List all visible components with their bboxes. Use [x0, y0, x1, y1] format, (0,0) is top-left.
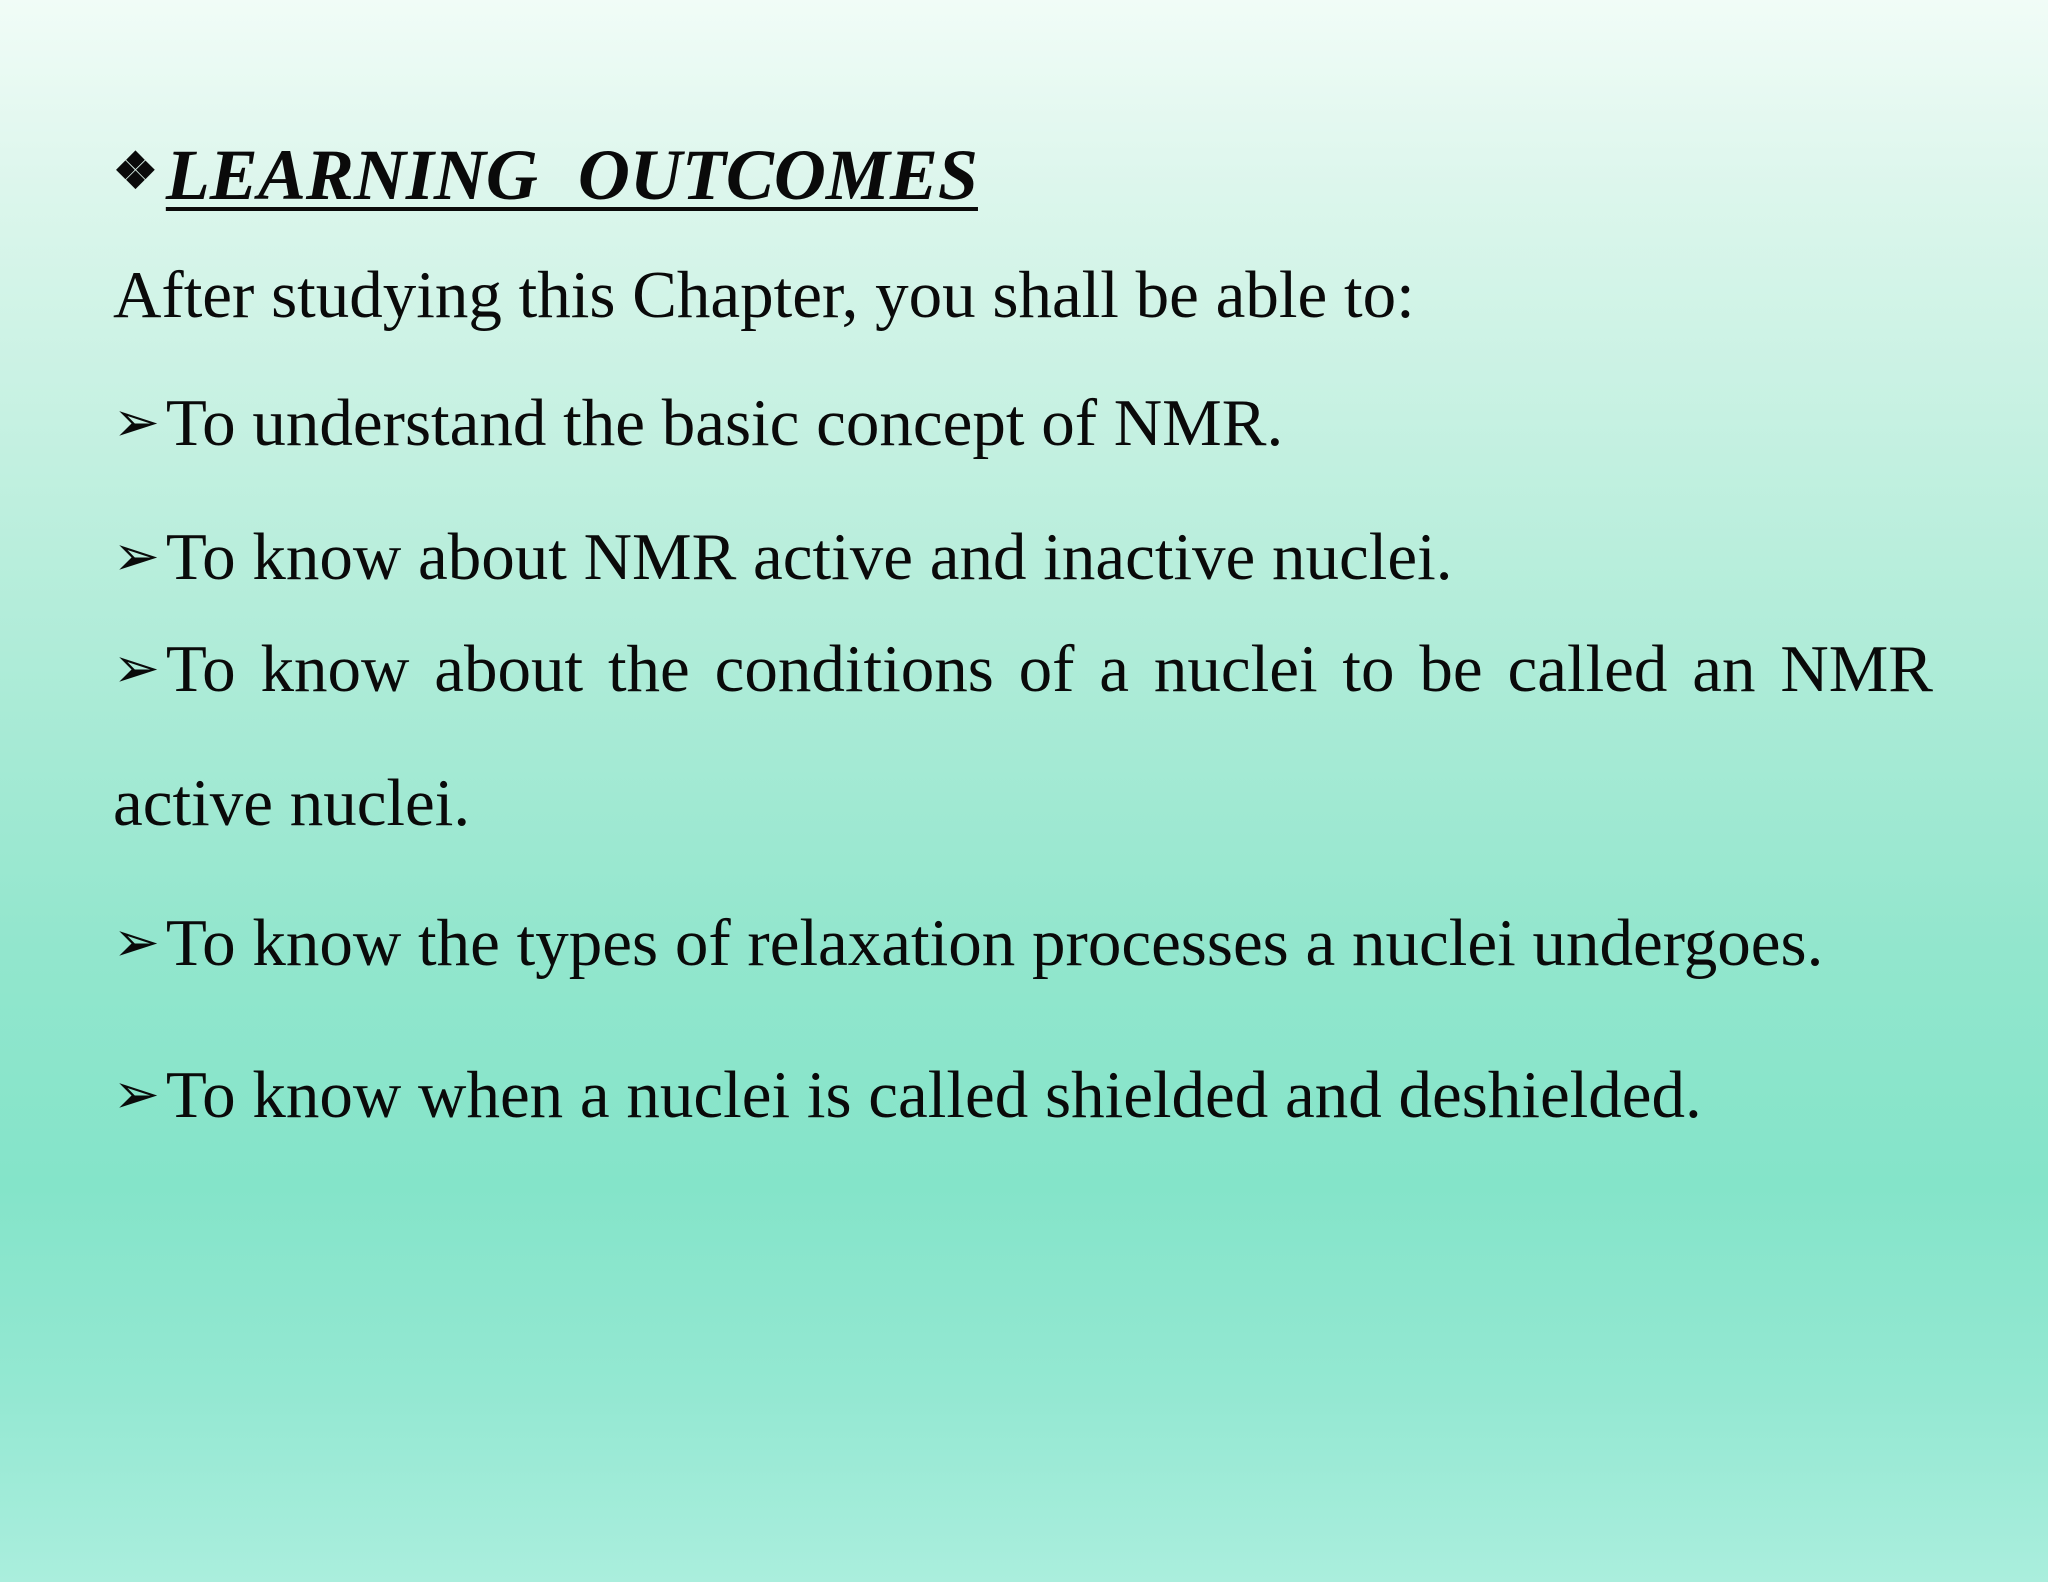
slide-content	[113, 120, 1933, 1142]
intro-text: After studying this Chapter, you shall be able to:	[113, 258, 1415, 332]
outcome-text: To know about NMR active and inactive nuclei.	[165, 520, 1453, 594]
outcome-text: To understand the basic concept of NMR.	[165, 386, 1284, 460]
outcome-text: To know the types of relaxation processes a nuclei undergoes.	[165, 906, 1824, 980]
list-item	[113, 878, 1933, 1012]
section-heading	[113, 120, 1933, 230]
heading-title: LEARNING OUTCOMES	[165, 135, 978, 215]
arrow-bullet-icon: ➢	[113, 390, 160, 455]
list-item	[113, 380, 1933, 470]
outcome-text: To know about the conditions of a nuclei to be called an NMR active nuclei.	[113, 632, 1933, 840]
outcome-text: To know when a nuclei is called shielded and deshielded.	[165, 1058, 1702, 1132]
arrow-bullet-icon: ➢	[113, 636, 160, 701]
arrow-bullet-icon: ➢	[113, 1062, 160, 1127]
list-item	[113, 514, 1933, 604]
diamond-bullet-icon: ❖	[113, 143, 158, 199]
outcomes-list	[113, 380, 1933, 1142]
list-item	[113, 1052, 1933, 1142]
list-item	[113, 604, 1933, 868]
arrow-bullet-icon: ➢	[113, 910, 160, 975]
arrow-bullet-icon: ➢	[113, 524, 160, 589]
